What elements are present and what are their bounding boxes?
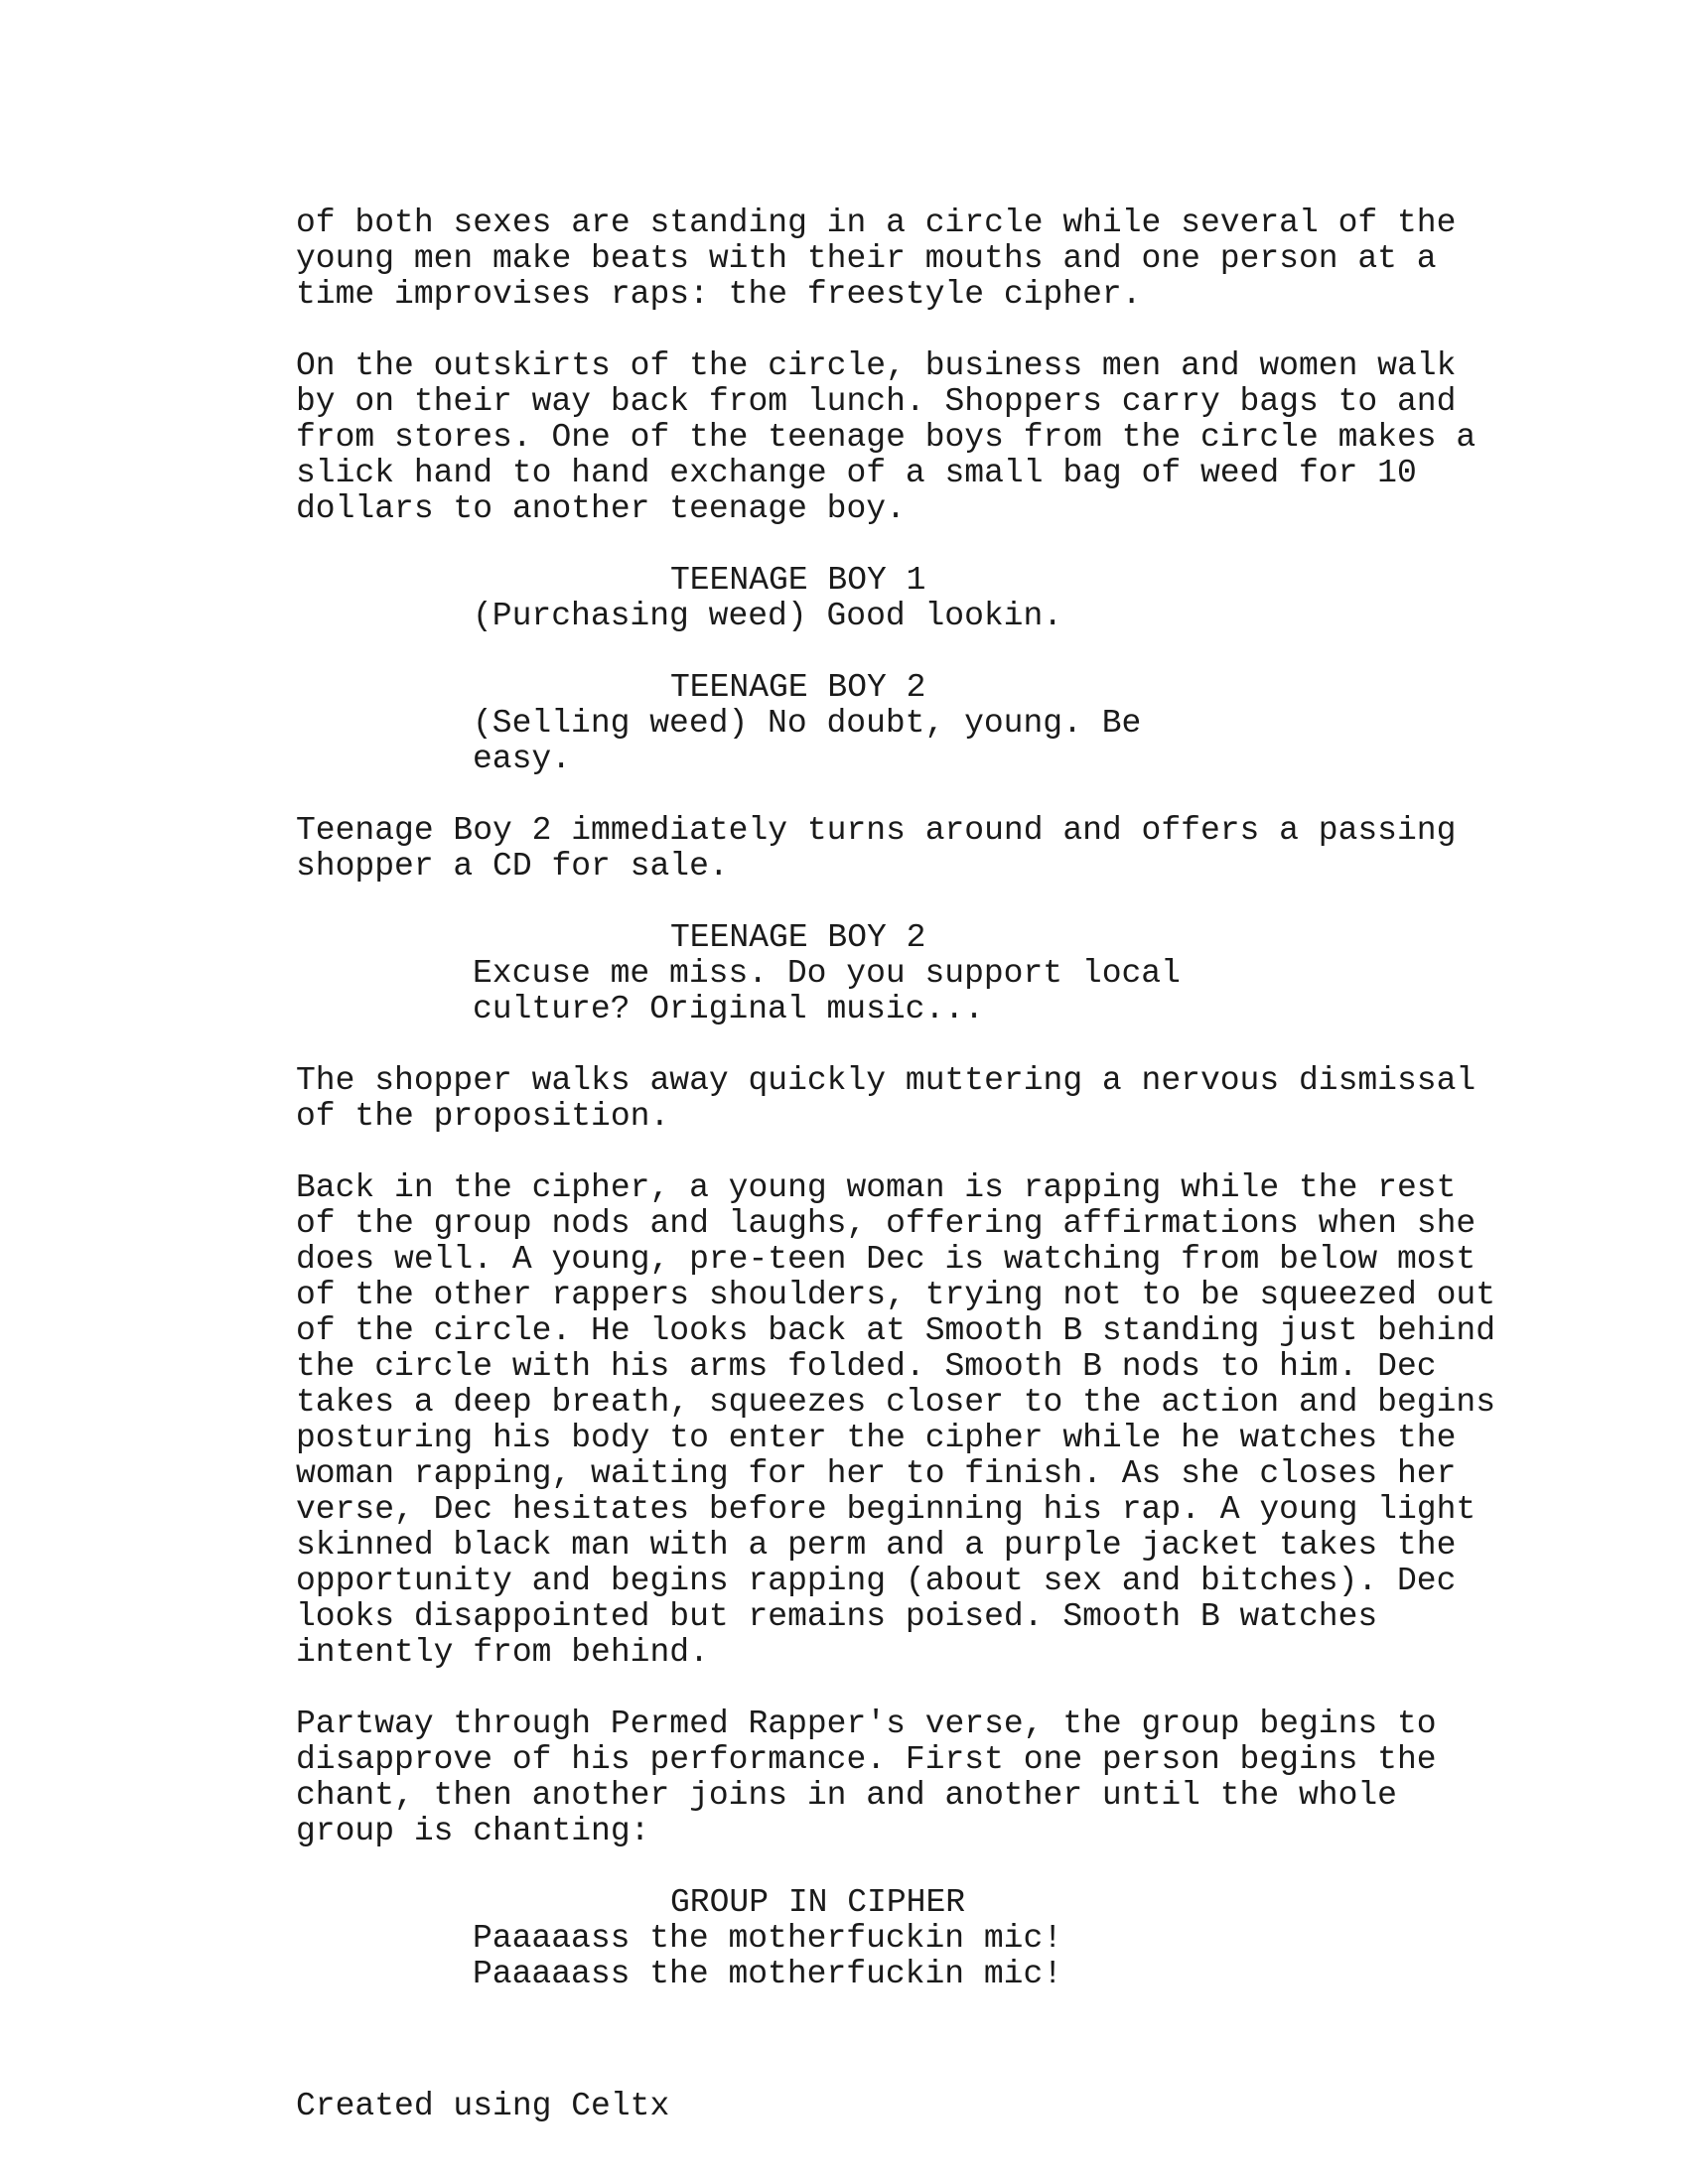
dialogue-block bbox=[473, 956, 1181, 1027]
script-line: of the group nods and laughs, offering affirmations when she bbox=[296, 1205, 1477, 1242]
dialogue-block bbox=[473, 599, 1062, 634]
script-line: shopper a CD for sale. bbox=[296, 848, 729, 885]
script-line: TEENAGE BOY 1 bbox=[670, 562, 926, 599]
script-line: Paaaaass the motherfuckin mic! bbox=[473, 1920, 1063, 1957]
script-line: TEENAGE BOY 2 bbox=[670, 669, 926, 706]
script-line: of the proposition. bbox=[296, 1098, 670, 1135]
script-line: The shopper walks away quickly muttering a nervous dismissal bbox=[296, 1062, 1477, 1099]
action-paragraph bbox=[296, 813, 1456, 885]
script-line: (Selling weed) No doubt, young. Be bbox=[473, 705, 1142, 742]
dialogue-block bbox=[473, 1921, 1062, 1992]
script-line: On the outskirts of the circle, business men and women walk bbox=[296, 347, 1457, 384]
script-line: by on their way back from lunch. Shoppers carry bags to and bbox=[296, 383, 1457, 420]
script-line: TEENAGE BOY 2 bbox=[670, 919, 926, 956]
script-line: group is chanting: bbox=[296, 1813, 650, 1849]
action-paragraph bbox=[296, 1706, 1437, 1849]
action-paragraph bbox=[296, 1170, 1495, 1671]
script-line: intently from behind. bbox=[296, 1634, 709, 1671]
script-line: (Purchasing weed) Good lookin. bbox=[473, 598, 1063, 634]
script-line: verse, Dec hesitates before beginning his rap. A young light bbox=[296, 1491, 1477, 1528]
character-cue bbox=[670, 920, 925, 956]
footer-credit: Created using Celtx bbox=[296, 2088, 670, 2124]
script-line: the circle with his arms folded. Smooth B nods to him. Dec bbox=[296, 1348, 1437, 1385]
dialogue-block bbox=[473, 706, 1141, 777]
script-line: easy. bbox=[473, 741, 572, 777]
script-line: Partway through Permed Rapper's verse, the group begins to bbox=[296, 1706, 1437, 1742]
action-paragraph bbox=[296, 1063, 1476, 1135]
script-line: looks disappointed but remains poised. Smooth B watches bbox=[296, 1598, 1378, 1635]
script-line: woman rapping, waiting for her to finish. As she closes her bbox=[296, 1455, 1457, 1492]
script-line: Excuse me miss. Do you support local bbox=[473, 955, 1181, 992]
script-line: Teenage Boy 2 immediately turns around and offers a passing bbox=[296, 812, 1457, 849]
script-line: culture? Original music... bbox=[473, 991, 984, 1027]
script-line: skinned black man with a perm and a purple jacket takes the bbox=[296, 1527, 1457, 1564]
script-line: of both sexes are standing in a circle while several of the bbox=[296, 205, 1457, 241]
script-line: GROUP IN CIPHER bbox=[670, 1884, 966, 1921]
script-line: dollars to another teenage boy. bbox=[296, 490, 906, 527]
action-paragraph bbox=[296, 348, 1476, 527]
script-line: Paaaaass the motherfuckin mic! bbox=[473, 1956, 1063, 1992]
script-line: Back in the cipher, a young woman is rapping while the rest bbox=[296, 1169, 1457, 1206]
action-paragraph bbox=[296, 205, 1456, 313]
script-line: from stores. One of the teenage boys from the circle makes a bbox=[296, 419, 1477, 456]
script-line: takes a deep breath, squeezes closer to the action and begins bbox=[296, 1384, 1495, 1421]
script-line: slick hand to hand exchange of a small bag of weed for 10 bbox=[296, 455, 1417, 491]
character-cue bbox=[670, 563, 925, 599]
character-cue bbox=[670, 1885, 965, 1921]
script-line: opportunity and begins rapping (about sex and bitches). Dec bbox=[296, 1563, 1457, 1599]
script-line: does well. A young, pre-teen Dec is watching from below most bbox=[296, 1241, 1477, 1278]
script-line: of the circle. He looks back at Smooth B standing just behind bbox=[296, 1312, 1495, 1349]
character-cue bbox=[670, 670, 925, 706]
script-line: of the other rappers shoulders, trying not to be squeezed out bbox=[296, 1277, 1495, 1313]
script-line: chant, then another joins in and another until the whole bbox=[296, 1777, 1397, 1814]
script-line: time improvises raps: the freestyle cipher. bbox=[296, 276, 1142, 313]
script-line: posturing his body to enter the cipher while he watches the bbox=[296, 1420, 1457, 1456]
script-line: disapprove of his performance. First one person begins the bbox=[296, 1741, 1437, 1778]
script-line: young men make beats with their mouths and one person at a bbox=[296, 240, 1437, 277]
